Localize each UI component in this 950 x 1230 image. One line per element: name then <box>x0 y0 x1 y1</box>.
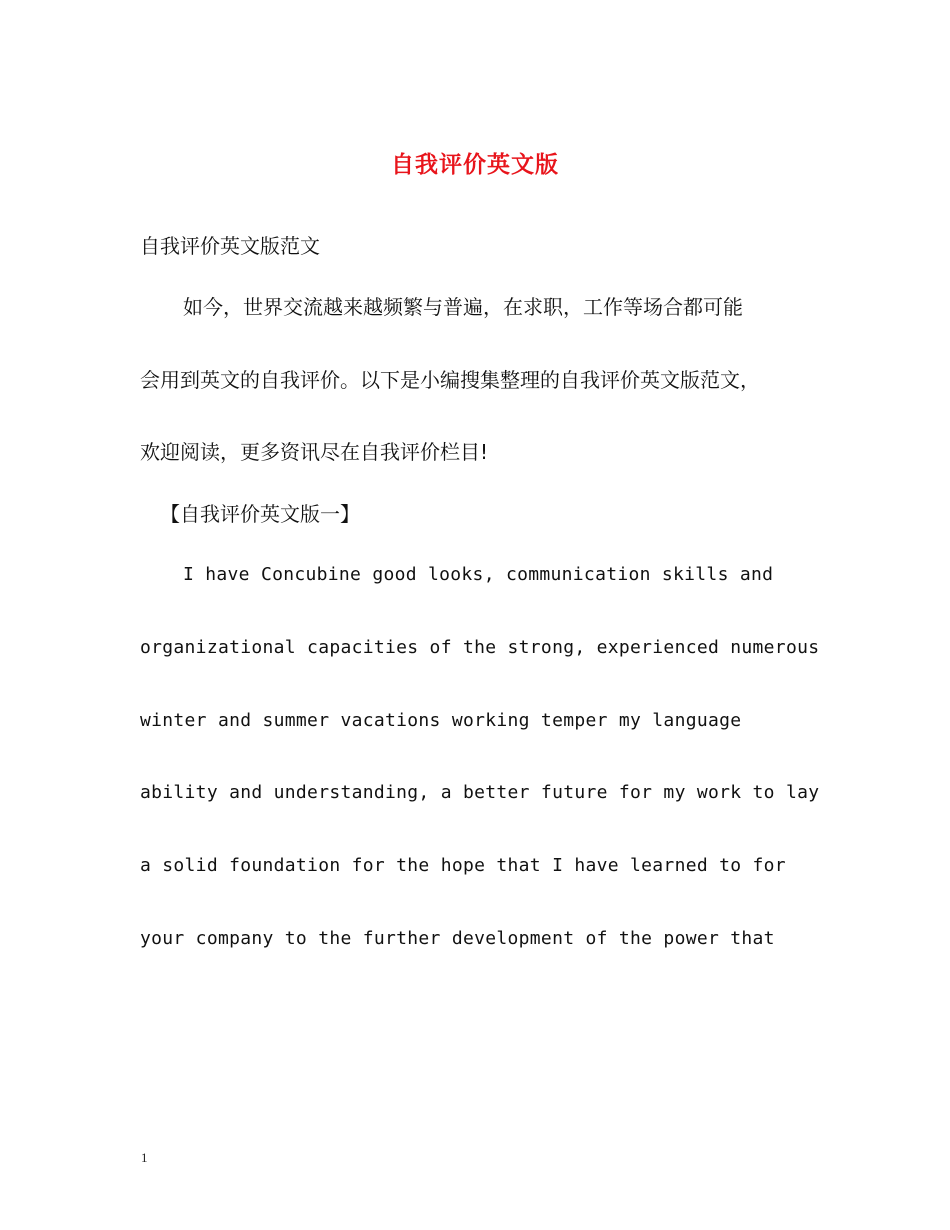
body-line-3: winter and summer vacations working temper my language <box>140 710 742 731</box>
section-heading: 【自我评价英文版一】 <box>160 502 360 526</box>
intro-line-3: 欢迎阅读，更多资讯尽在自我评价栏目! <box>140 440 489 464</box>
document-title: 自我评价英文版 <box>391 152 559 178</box>
body-line-4: ability and understanding, a better future for my work to lay <box>140 782 820 803</box>
body-line-6: your company to the further development of the power that <box>140 928 775 949</box>
body-line-1: I have Concubine good looks, communication skills and <box>183 564 774 585</box>
body-line-5: a solid foundation for the hope that I have learned to for <box>140 855 786 876</box>
body-line-2: organizational capacities of the strong, experienced numerous <box>140 637 820 658</box>
intro-line-1: 如今，世界交流越来越频繁与普遍，在求职，工作等场合都可能 <box>183 295 743 319</box>
document-subtitle: 自我评价英文版范文 <box>140 234 320 258</box>
page-number: 1 <box>141 1150 148 1165</box>
intro-line-2: 会用到英文的自我评价。以下是小编搜集整理的自我评价英文版范文， <box>140 368 760 392</box>
